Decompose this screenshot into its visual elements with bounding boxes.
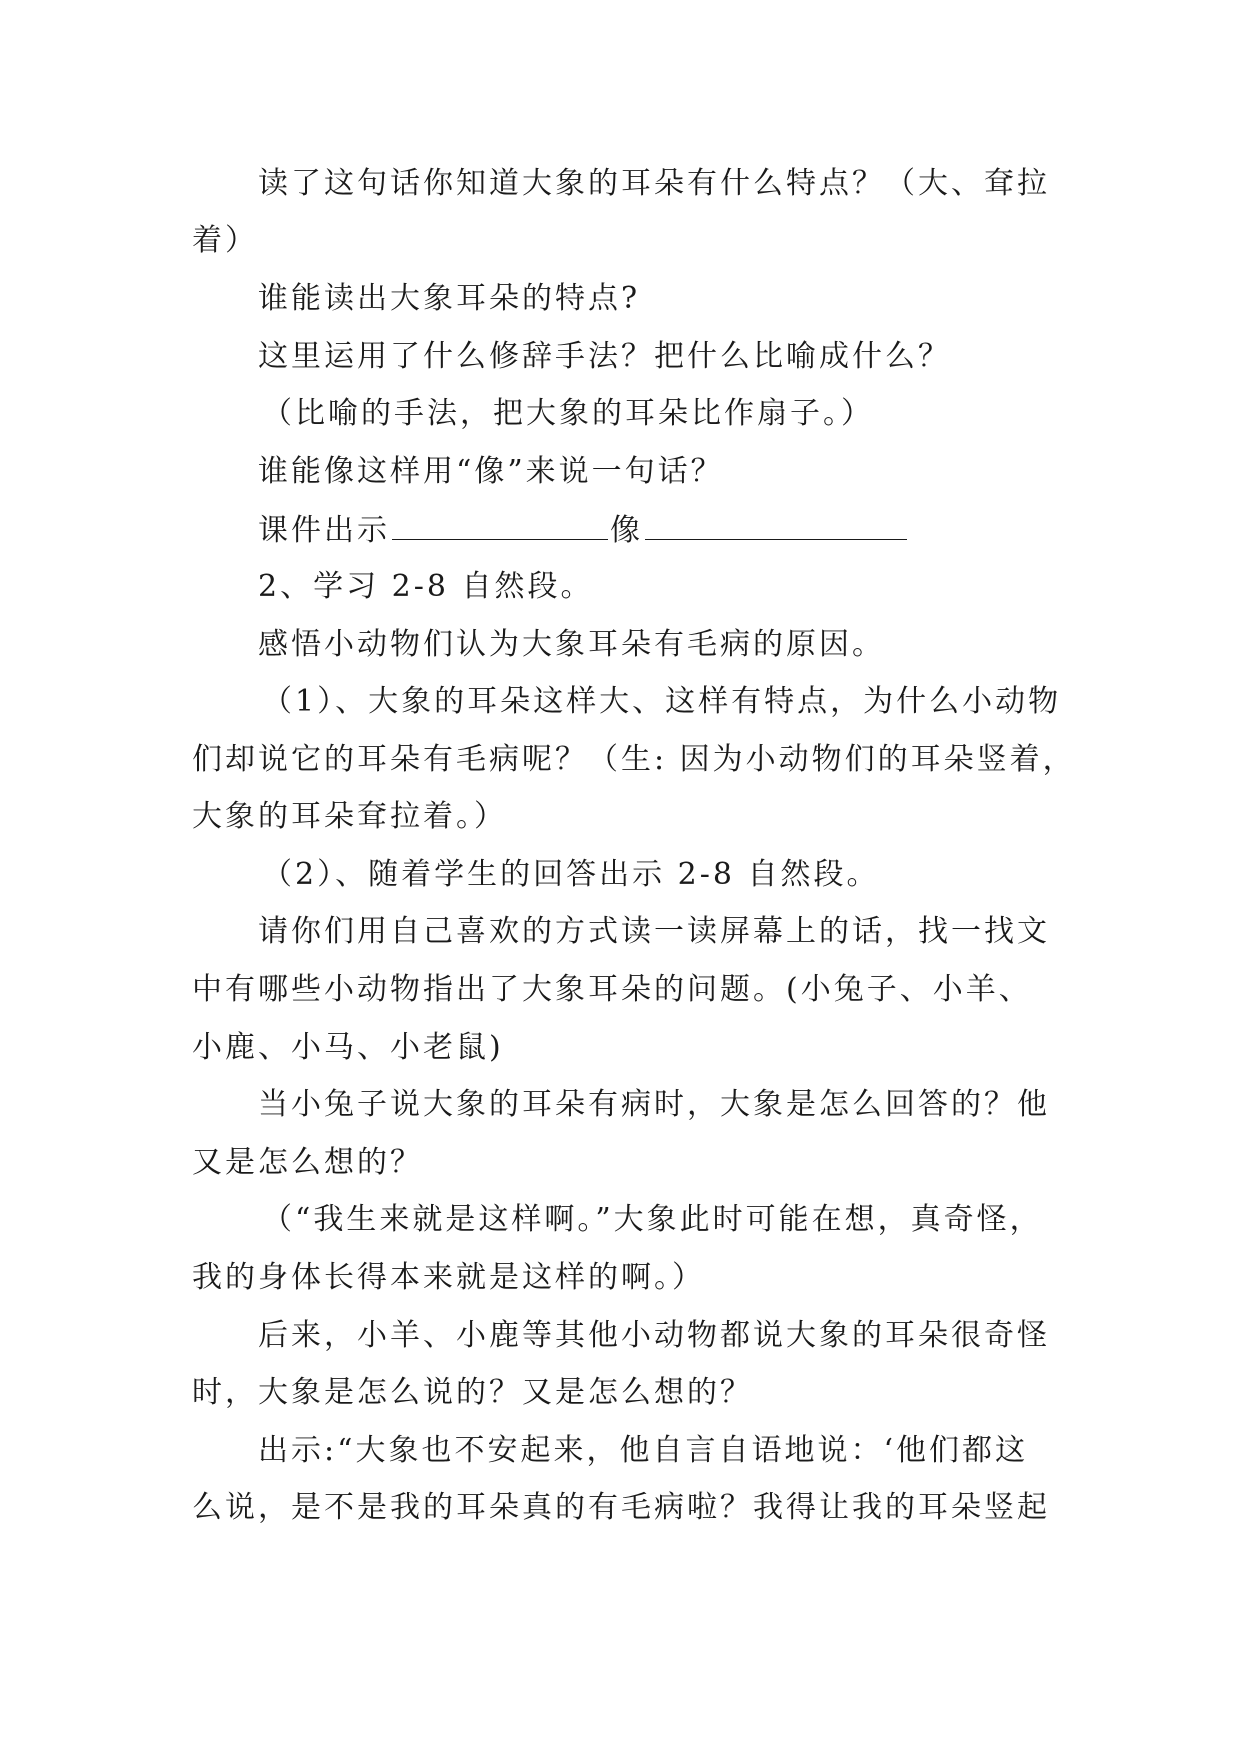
blank-line	[392, 509, 608, 540]
paragraph-line: （2）、随着学生的回答出示 2-8 自然段。	[262, 857, 880, 892]
paragraph-line: 时，大象是怎么说的？又是怎么想的？	[192, 1375, 753, 1410]
paragraph-line: （1）、大象的耳朵这样大、这样有特点，为什么小动物	[262, 684, 1062, 719]
fill-in-prefix: 课件出示	[258, 513, 390, 548]
fill-in-sentence	[258, 509, 909, 549]
paragraph-line: 小鹿、小马、小老鼠)	[192, 1030, 504, 1065]
paragraph-line: （比喻的手法，把大象的耳朵比作扇子。）	[262, 396, 874, 431]
paragraph-line: 谁能像这样用“像”来说一句话？	[258, 454, 724, 489]
fill-in-middle: 像	[610, 513, 643, 548]
paragraph-line: 当小兔子说大象的耳朵有病时，大象是怎么回答的？他	[258, 1087, 1050, 1122]
paragraph-line: 大象的耳朵耷拉着。）	[192, 799, 507, 834]
paragraph-line: 这里运用了什么修辞手法？把什么比喻成什么？	[258, 339, 951, 374]
blank-line	[645, 509, 907, 540]
paragraph-line: 谁能读出大象耳朵的特点?	[258, 281, 641, 316]
paragraph-line: （“我生来就是这样啊。”大象此时可能在想，真奇怪，	[262, 1202, 1043, 1237]
section-heading: 2、学习 2-8 自然段。	[258, 569, 594, 604]
paragraph-line: 请你们用自己喜欢的方式读一读屏幕上的话，找一找文	[258, 914, 1050, 949]
paragraph-line: 后来，小羊、小鹿等其他小动物都说大象的耳朵很奇怪	[258, 1318, 1050, 1353]
paragraph-line: 着）	[192, 223, 258, 258]
paragraph-line: 们却说它的耳朵有毛病呢？（生: 因为小动物们的耳朵竖着，	[192, 742, 1076, 777]
paragraph-line: 出示:“大象也不安起来，他自言自语地说：‘他们都这	[258, 1433, 1028, 1468]
paragraph-line: 读了这句话你知道大象的耳朵有什么特点？（大、耷拉	[258, 166, 1050, 201]
paragraph-line: 我的身体长得本来就是这样的啊。）	[192, 1260, 705, 1295]
paragraph-line: 感悟小动物们认为大象耳朵有毛病的原因。	[258, 627, 885, 662]
paragraph-line: 又是怎么想的？	[192, 1145, 423, 1180]
paragraph-line: 么说，是不是我的耳朵真的有毛病啦？我得让我的耳朵竖起	[192, 1490, 1050, 1525]
paragraph-line: 中有哪些小动物指出了大象耳朵的问题。(小兔子、小羊、	[192, 972, 1032, 1007]
